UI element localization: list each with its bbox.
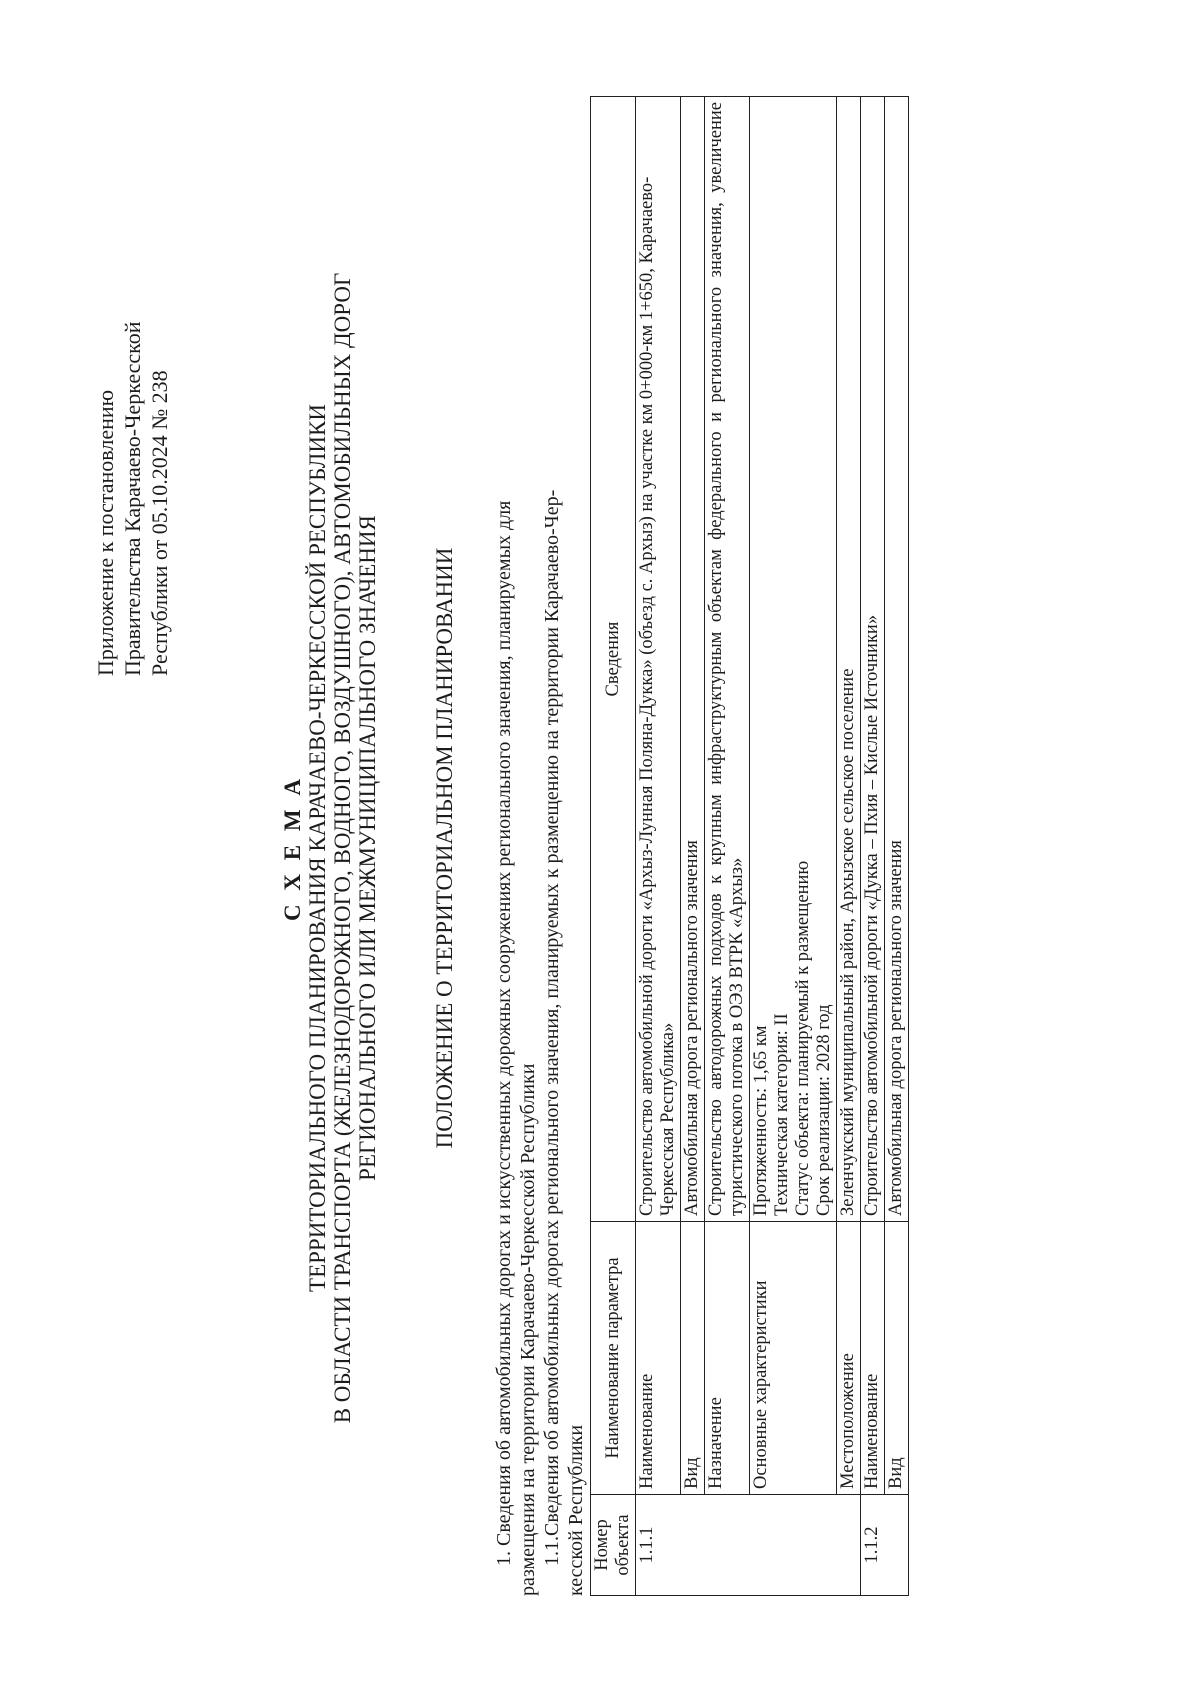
info-type: Автомобильная дорога регионального значения: [885, 97, 909, 1222]
param-purpose: Назначение: [705, 1222, 750, 1495]
param-location: Местоположение: [837, 1222, 861, 1495]
appendix-note: [92, 116, 173, 676]
title-line-2: В ОБЛАСТИ ТРАНСПОРТА (ЖЕЛЕЗНОДОРОЖНОГО, ВОДНОГО, ВОЗДУШНОГО), АВТОМОБИЛЬНЫХ ДОРОГ: [330, 272, 355, 1424]
appendix-line-2: Правительства Карачаево-Черкесской: [120, 321, 145, 676]
paragraph-2-line-2: кесской Республики: [565, 1424, 587, 1596]
appendix-line-3: Республики от 05.10.2024 № 238: [147, 370, 172, 676]
document-title: [280, 200, 380, 1496]
header-number: Номер объекта: [591, 1495, 636, 1596]
info-characteristics: [750, 97, 837, 1222]
object-number-1: 1.1.1: [636, 1495, 861, 1596]
table-row: [705, 97, 750, 1596]
char-deadline: Срок реализации: 2028 год: [814, 1004, 834, 1216]
char-status: Статус объекта: планируемый к размещению: [793, 860, 813, 1216]
header-info: Сведения: [591, 97, 636, 1222]
char-category: Техническая категория: II: [772, 1013, 792, 1216]
info-location: Зеленчукский муниципальный район, Архызское сельское поселение: [837, 97, 861, 1222]
param-name: Наименование: [861, 1222, 885, 1495]
paragraph-1-line-2: размещения на территории Карачаево-Черкесской Республики: [517, 1063, 539, 1596]
table-header-row: [591, 97, 636, 1596]
section-title: ПОЛОЖЕНИЕ О ТЕРРИТОРИАЛЬНОМ ПЛАНИРОВАНИИ: [432, 547, 457, 1149]
scheme-heading: С Х Е М А: [280, 775, 305, 921]
title-line-3: РЕГИОНАЛЬНОГО ИЛИ МЕЖМУНИЦИПАЛЬНОГО ЗНАЧЕНИЯ: [355, 515, 380, 1181]
title-line-1: ТЕРРИТОРИАЛЬНОГО ПЛАНИРОВАНИЯ КАРАЧАЕВО-ЧЕРКЕССКОЙ РЕСПУБЛИКИ: [305, 404, 330, 1292]
table-row: [861, 97, 885, 1596]
info-name: Строительство автомобильной дороги «Дукка – Пхия – Кислые Источники»: [861, 97, 885, 1222]
object-number-2: 1.1.2: [861, 1495, 909, 1596]
table-row: [681, 97, 705, 1596]
paragraph-2-line-1: 1.1.Сведения об автомобильных дорогах регионального значения, планируемых к размещению на территории Карачаево-Чер-: [541, 489, 563, 1566]
param-name: Наименование: [636, 1222, 681, 1495]
info-purpose: Строительство автодорожных подходов к крупным инфраструктурным объектам федерального и регионального значения, увеличение туристического потока в ОЭЗ ВТРК «Архыз»: [705, 97, 750, 1222]
info-name: Строительство автомобильной дороги «Архыз-Лунная Поляна-Дукка» (объезд с. Архыз) на участке км 0+000-км 1+650, Карачаево-Черкесская Республика»: [636, 97, 681, 1222]
appendix-line-1: Приложение к постановлению: [93, 389, 118, 676]
paragraph-1-line-1: 1. Сведения об автомобильных дорогах и искусственных дорожных сооружениях регионального значения, планируемых для: [493, 500, 515, 1566]
table-row: [837, 97, 861, 1596]
table-row: [885, 97, 909, 1596]
table-row: [750, 97, 837, 1596]
header-param: Наименование параметра: [591, 1222, 636, 1495]
table-row: [636, 97, 681, 1596]
param-type: Вид: [885, 1222, 909, 1495]
info-type: Автомобильная дорога регионального значения: [681, 97, 705, 1222]
param-characteristics: Основные характеристики: [750, 1222, 837, 1495]
objects-table: [590, 96, 909, 1596]
char-length: Протяженность: 1,65 км: [751, 1025, 771, 1216]
param-type: Вид: [681, 1222, 705, 1495]
